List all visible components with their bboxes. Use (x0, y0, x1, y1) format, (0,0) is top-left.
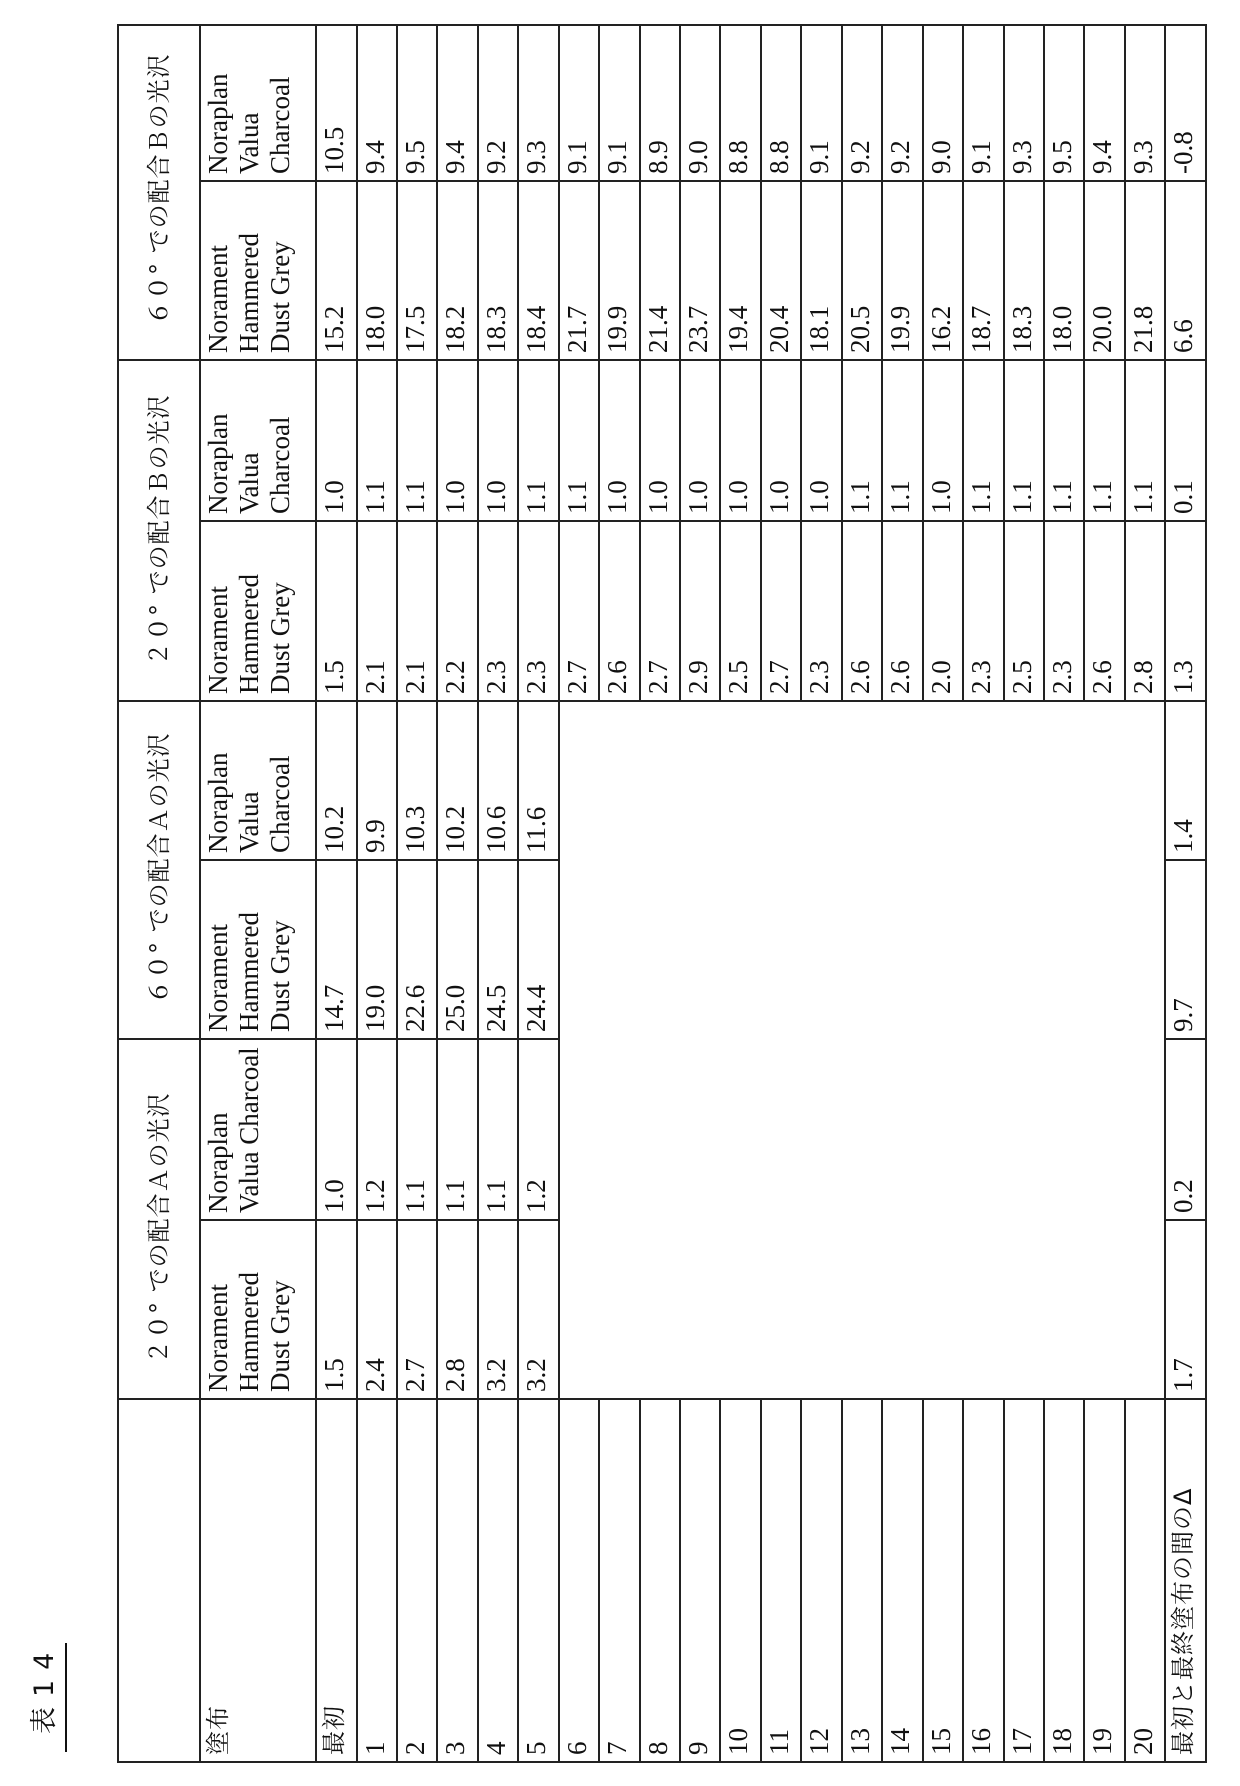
cell-formulation-b: 2.1 (357, 521, 397, 701)
row-label: 5 (518, 1399, 558, 1762)
table-row (357, 25, 397, 1762)
header-product-row (200, 25, 316, 1762)
cell-formulation-b: 21.7 (559, 181, 599, 360)
row-label: 2 (397, 1399, 437, 1762)
cell-formulation-b: 18.0 (1044, 181, 1084, 360)
cell-formulation-b: 9.0 (680, 25, 720, 181)
cell-formulation-a: 10.6 (478, 701, 518, 860)
cell-formulation-b: 8.8 (761, 25, 801, 181)
cell-formulation-b: 2.7 (761, 521, 801, 701)
row-label: 17 (1004, 1399, 1044, 1762)
header-group-a20: ２０° での配合Ａの光沢 (118, 1039, 200, 1399)
row-label: 10 (720, 1399, 760, 1762)
cell-formulation-b: 1.1 (397, 360, 437, 521)
cell-formulation-b: 0.1 (1165, 360, 1206, 521)
header-empty-cell (118, 1399, 200, 1762)
cell-formulation-b: 9.5 (397, 25, 437, 181)
cell-formulation-a: 9.9 (357, 701, 397, 860)
cell-formulation-a: 1.4 (1165, 701, 1206, 860)
row-label: 7 (599, 1399, 639, 1762)
cell-formulation-b: 9.2 (842, 25, 882, 181)
table-row (478, 25, 518, 1762)
cell-formulation-b: 16.2 (923, 181, 963, 360)
cell-formulation-b: 2.6 (882, 521, 922, 701)
cell-formulation-b: 2.7 (640, 521, 680, 701)
cell-formulation-b: 18.7 (963, 181, 1003, 360)
table-caption-text: 表14 (22, 1643, 67, 1752)
cell-formulation-a: 25.0 (437, 860, 477, 1039)
cell-formulation-b: 9.0 (923, 25, 963, 181)
gloss-table (117, 24, 1207, 1763)
cell-formulation-b: 18.2 (437, 181, 477, 360)
cell-formulation-b: 1.0 (316, 360, 356, 521)
cell-formulation-a: 1.1 (478, 1039, 518, 1220)
cell-formulation-b: 9.1 (599, 25, 639, 181)
header-row-label: 塗布 (200, 1399, 316, 1762)
cell-formulation-a: 24.4 (518, 860, 558, 1039)
cell-formulation-b: 20.4 (761, 181, 801, 360)
cell-formulation-b: 1.5 (316, 521, 356, 701)
cell-formulation-b: 2.6 (1084, 521, 1124, 701)
header-product-hammered: Norament Hammered Dust Grey (200, 521, 316, 701)
cell-formulation-b: 1.0 (478, 360, 518, 521)
row-label: 最初と最終塗布の間のΔ (1165, 1399, 1206, 1762)
cell-formulation-b: 1.0 (640, 360, 680, 521)
cell-formulation-b: 9.2 (882, 25, 922, 181)
row-label: 16 (963, 1399, 1003, 1762)
cell-formulation-b: 1.1 (963, 360, 1003, 521)
cell-formulation-b: 9.3 (1004, 25, 1044, 181)
cell-formulation-a: 19.0 (357, 860, 397, 1039)
cell-formulation-b: 2.0 (923, 521, 963, 701)
cell-formulation-b: 18.1 (801, 181, 841, 360)
cell-formulation-b: 2.6 (842, 521, 882, 701)
cell-formulation-b: 9.1 (963, 25, 1003, 181)
cell-formulation-b: 1.1 (1125, 360, 1165, 521)
row-label: 12 (801, 1399, 841, 1762)
cell-formulation-b: 1.1 (1084, 360, 1124, 521)
table-row (559, 25, 599, 1762)
cell-formulation-b: 2.1 (397, 521, 437, 701)
empty-merged-cell (559, 701, 1166, 1399)
cell-formulation-a: 14.7 (316, 860, 356, 1039)
cell-formulation-b: 1.0 (761, 360, 801, 521)
cell-formulation-b: 2.3 (801, 521, 841, 701)
header-product-hammered: Norament Hammered Dust Grey (200, 181, 316, 360)
cell-formulation-a: 9.7 (1165, 860, 1206, 1039)
cell-formulation-b: 18.3 (478, 181, 518, 360)
table-caption (22, 1622, 70, 1752)
cell-formulation-a: 1.5 (316, 1220, 356, 1399)
cell-formulation-b: 9.4 (1084, 25, 1124, 181)
cell-formulation-a: 2.4 (357, 1220, 397, 1399)
cell-formulation-a: 1.7 (1165, 1220, 1206, 1399)
header-product-valua: Noraplan Valua Charcoal (200, 1039, 316, 1220)
cell-formulation-a: 1.2 (357, 1039, 397, 1220)
cell-formulation-a: 2.7 (397, 1220, 437, 1399)
cell-formulation-b: 19.4 (720, 181, 760, 360)
cell-formulation-b: 18.4 (518, 181, 558, 360)
cell-formulation-a: 1.2 (518, 1039, 558, 1220)
cell-formulation-a: 3.2 (478, 1220, 518, 1399)
header-product-hammered: Norament Hammered Dust Grey (200, 860, 316, 1039)
cell-formulation-b: 8.9 (640, 25, 680, 181)
table-row (1165, 25, 1206, 1762)
cell-formulation-b: 19.9 (882, 181, 922, 360)
cell-formulation-a: 0.2 (1165, 1039, 1206, 1220)
cell-formulation-b: 23.7 (680, 181, 720, 360)
cell-formulation-b: 1.0 (923, 360, 963, 521)
cell-formulation-b: 9.1 (559, 25, 599, 181)
row-label: 8 (640, 1399, 680, 1762)
header-product-valua: Noraplan Valua Charcoal (200, 701, 316, 860)
cell-formulation-b: 9.4 (437, 25, 477, 181)
cell-formulation-b: 10.5 (316, 25, 356, 181)
cell-formulation-b: 9.1 (801, 25, 841, 181)
cell-formulation-b: 20.5 (842, 181, 882, 360)
cell-formulation-b: 18.3 (1004, 181, 1044, 360)
cell-formulation-b: 1.0 (437, 360, 477, 521)
cell-formulation-b: 18.0 (357, 181, 397, 360)
row-label: 15 (923, 1399, 963, 1762)
cell-formulation-b: 20.0 (1084, 181, 1124, 360)
cell-formulation-b: 2.3 (478, 521, 518, 701)
cell-formulation-a: 1.1 (437, 1039, 477, 1220)
header-group-a60: ６０° での配合Ａの光沢 (118, 701, 200, 1039)
cell-formulation-b: 9.4 (357, 25, 397, 181)
cell-formulation-b: 2.9 (680, 521, 720, 701)
cell-formulation-b: 9.5 (1044, 25, 1084, 181)
cell-formulation-b: 6.6 (1165, 181, 1206, 360)
row-label: 6 (559, 1399, 599, 1762)
header-group-row (118, 25, 200, 1762)
cell-formulation-b: 1.1 (357, 360, 397, 521)
cell-formulation-b: 2.2 (437, 521, 477, 701)
row-label: 19 (1084, 1399, 1124, 1762)
cell-formulation-b: 1.1 (518, 360, 558, 521)
cell-formulation-b: 2.3 (1044, 521, 1084, 701)
cell-formulation-b: 19.9 (599, 181, 639, 360)
cell-formulation-b: 1.1 (559, 360, 599, 521)
row-label: 3 (437, 1399, 477, 1762)
row-label: 18 (1044, 1399, 1084, 1762)
row-label: 13 (842, 1399, 882, 1762)
cell-formulation-b: -0.8 (1165, 25, 1206, 181)
table-row (518, 25, 558, 1762)
cell-formulation-b: 2.3 (518, 521, 558, 701)
row-label: 20 (1125, 1399, 1165, 1762)
cell-formulation-b: 2.5 (720, 521, 760, 701)
cell-formulation-b: 21.8 (1125, 181, 1165, 360)
cell-formulation-b: 1.3 (1165, 521, 1206, 701)
cell-formulation-b: 2.7 (559, 521, 599, 701)
cell-formulation-b: 8.8 (720, 25, 760, 181)
cell-formulation-b: 21.4 (640, 181, 680, 360)
cell-formulation-b: 2.6 (599, 521, 639, 701)
cell-formulation-a: 10.2 (437, 701, 477, 860)
cell-formulation-b: 1.0 (801, 360, 841, 521)
cell-formulation-b: 1.1 (842, 360, 882, 521)
cell-formulation-b: 2.3 (963, 521, 1003, 701)
table-row (316, 25, 356, 1762)
cell-formulation-a: 11.6 (518, 701, 558, 860)
cell-formulation-b: 17.5 (397, 181, 437, 360)
cell-formulation-b: 1.0 (680, 360, 720, 521)
cell-formulation-b: 2.8 (1125, 521, 1165, 701)
header-group-b60: ６０° での配合Ｂの光沢 (118, 25, 200, 360)
header-product-hammered: Norament Hammered Dust Grey (200, 1220, 316, 1399)
cell-formulation-a: 10.2 (316, 701, 356, 860)
table-row (397, 25, 437, 1762)
cell-formulation-b: 1.0 (720, 360, 760, 521)
cell-formulation-b: 9.3 (518, 25, 558, 181)
row-label: 9 (680, 1399, 720, 1762)
cell-formulation-b: 15.2 (316, 181, 356, 360)
cell-formulation-b: 1.0 (599, 360, 639, 521)
cell-formulation-b: 1.1 (1004, 360, 1044, 521)
gloss-table-container (117, 26, 1207, 1763)
row-label: 最初 (316, 1399, 356, 1762)
cell-formulation-a: 10.3 (397, 701, 437, 860)
cell-formulation-b: 1.1 (1044, 360, 1084, 521)
header-group-b20: ２０° での配合Ｂの光沢 (118, 360, 200, 701)
cell-formulation-a: 3.2 (518, 1220, 558, 1399)
cell-formulation-a: 24.5 (478, 860, 518, 1039)
cell-formulation-a: 1.1 (397, 1039, 437, 1220)
cell-formulation-b: 9.3 (1125, 25, 1165, 181)
cell-formulation-b: 2.5 (1004, 521, 1044, 701)
row-label: 4 (478, 1399, 518, 1762)
header-product-valua: Noraplan Valua Charcoal (200, 25, 316, 181)
cell-formulation-a: 1.0 (316, 1039, 356, 1220)
cell-formulation-a: 2.8 (437, 1220, 477, 1399)
cell-formulation-b: 1.1 (882, 360, 922, 521)
cell-formulation-a: 22.6 (397, 860, 437, 1039)
row-label: 11 (761, 1399, 801, 1762)
table-row (437, 25, 477, 1762)
cell-formulation-b: 9.2 (478, 25, 518, 181)
row-label: 14 (882, 1399, 922, 1762)
header-product-valua: Noraplan Valua Charcoal (200, 360, 316, 521)
row-label: 1 (357, 1399, 397, 1762)
